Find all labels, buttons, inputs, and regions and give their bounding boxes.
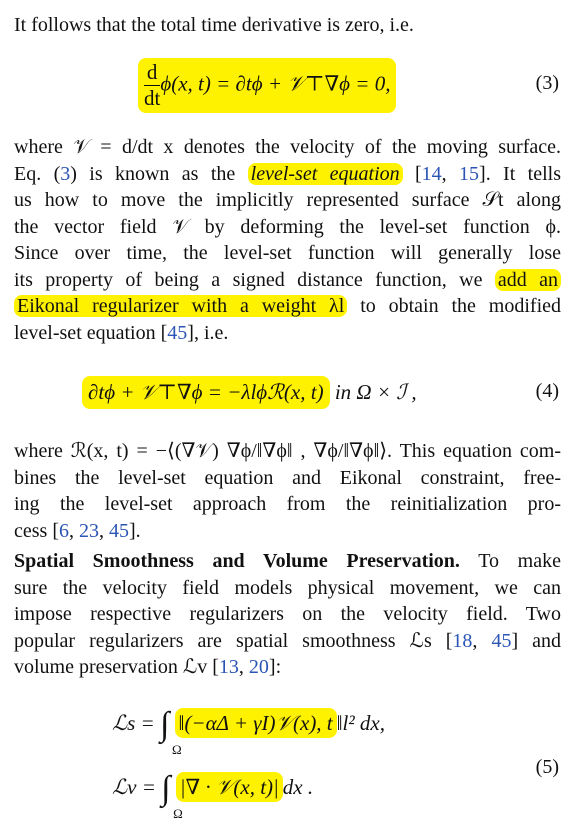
citation-link[interactable]: 45 <box>167 321 188 344</box>
text: ]. <box>128 519 141 542</box>
equation-5-smoothness <box>112 706 386 757</box>
text: ], i.e. <box>187 321 229 344</box>
paragraph-level-set <box>14 134 561 346</box>
text: , <box>238 656 249 678</box>
highlight-level-set-equation: level-set equation <box>248 163 403 185</box>
equation-3-number: (3) <box>535 72 559 94</box>
citation-link[interactable]: 14 <box>421 162 442 185</box>
citation-link[interactable]: 18 <box>452 629 473 652</box>
citation-link[interactable]: 6 <box>58 519 69 542</box>
equation-5-number: (5) <box>535 756 559 778</box>
equation-3 <box>138 58 396 113</box>
citation-link[interactable]: 45 <box>108 519 129 542</box>
p2-line-5: Since over time, the level-set function will generally lose <box>14 242 561 264</box>
p4-line-5 <box>14 654 561 681</box>
integral-sign: ∫ Ω <box>159 706 182 757</box>
intro-paragraph <box>14 12 561 39</box>
p2-line-7 <box>14 293 561 320</box>
text: , <box>441 162 460 185</box>
integral-domain: Ω <box>173 806 183 821</box>
equation-4 <box>82 376 417 409</box>
time-derivative-fraction <box>144 62 160 109</box>
text: ]: <box>268 656 282 678</box>
integral-sign: ∫ Ω <box>161 770 183 821</box>
p4-line-1 <box>14 548 561 575</box>
text: cess [ <box>14 519 59 542</box>
text: ] and <box>511 629 561 652</box>
p2-line-2 <box>14 161 561 188</box>
citation-link[interactable]: 45 <box>491 629 512 652</box>
volume-rest: dx . <box>282 774 314 799</box>
paragraph-smoothness <box>14 548 561 681</box>
text: Eq. ( <box>14 162 61 185</box>
text: , <box>68 519 79 542</box>
p3-line-3: ing the level-set approach from the reinitialization pro- <box>14 493 561 515</box>
p2-line-6 <box>14 267 561 294</box>
citation-link[interactable]: 15 <box>459 162 480 185</box>
volume-highlight: |∇ · 𝒱(x, t)| <box>176 772 283 802</box>
fraction-numerator: d <box>144 62 160 86</box>
section-heading: Spatial Smoothness and Volume Preservation. <box>14 550 460 572</box>
text: volume preservation ℒv [ <box>14 656 219 678</box>
p3-line-1: where ℛ(x, t) = −⟨(∇𝒱) ∇ϕ/‖∇ϕ‖ , ∇ϕ/‖∇ϕ‖⟩. This equation com- <box>14 440 561 462</box>
text: To make <box>459 550 561 572</box>
highlight-eikonal-b: Eikonal regularizer with a weight λl <box>14 295 347 317</box>
equation-ref-link[interactable]: 3 <box>60 162 71 185</box>
text: , <box>472 629 492 652</box>
text: level-set equation [ <box>14 321 168 344</box>
citation-link[interactable]: 20 <box>248 656 269 678</box>
equation-3-body: ϕ(x, t) = ∂tϕ + 𝒱⊤∇ϕ = 0, <box>160 71 391 96</box>
equation-4-domain: in Ω × ℐ , <box>329 380 417 404</box>
text: its property of being a signed distance function, we <box>14 268 495 291</box>
volume-lhs: ℒv = <box>112 774 156 799</box>
text: ]. It tells <box>479 162 561 185</box>
equation-3-highlight <box>138 58 396 113</box>
equation-4-highlight: ∂tϕ + 𝒱⊤∇ϕ = −λlϕℛ(x, t) <box>82 376 330 409</box>
integral-domain: Ω <box>171 742 182 757</box>
citation-link[interactable]: 13 <box>218 656 239 678</box>
p4-line-4 <box>14 628 561 655</box>
p4-line-3: impose respective regularizers on the velocity field. Two <box>14 603 561 625</box>
text: ) is known as the <box>70 162 248 185</box>
p2-line-8 <box>14 320 561 347</box>
p3-line-4 <box>14 518 561 545</box>
p2-line-4: the vector field 𝒱 by deforming the level-set function ϕ. <box>14 215 561 238</box>
text: to obtain the modified <box>347 295 561 317</box>
equation-4-number: (4) <box>535 380 559 402</box>
highlight-eikonal-a: add an <box>495 269 561 291</box>
p3-line-2: bines the level-set equation and Eikonal constraint, free- <box>14 466 561 489</box>
smoothness-rest: ‖l² dx, <box>336 710 386 735</box>
smoothness-highlight: ‖(−αΔ + γI)𝒱(x), t <box>175 708 337 738</box>
fraction-denominator: dt <box>144 86 161 110</box>
smoothness-lhs: ℒs = <box>112 710 155 735</box>
p2-line-3: us how to move the implicitly represented surface 𝒮t along <box>14 189 561 211</box>
p2-line-1: where 𝒱 = d/dt x denotes the velocity of the moving surface. <box>14 136 561 158</box>
paragraph-regularizer <box>14 438 561 544</box>
text: popular regularizers are spatial smoothness ℒs [ <box>14 629 453 652</box>
text: , <box>98 519 109 542</box>
equation-5-volume <box>112 770 314 821</box>
text: [ <box>402 162 422 185</box>
intro-line: It follows that the total time derivative is zero, i.e. <box>14 14 414 36</box>
p4-line-2: sure the velocity field models physical movement, we can <box>14 576 561 599</box>
citation-link[interactable]: 23 <box>78 519 99 542</box>
